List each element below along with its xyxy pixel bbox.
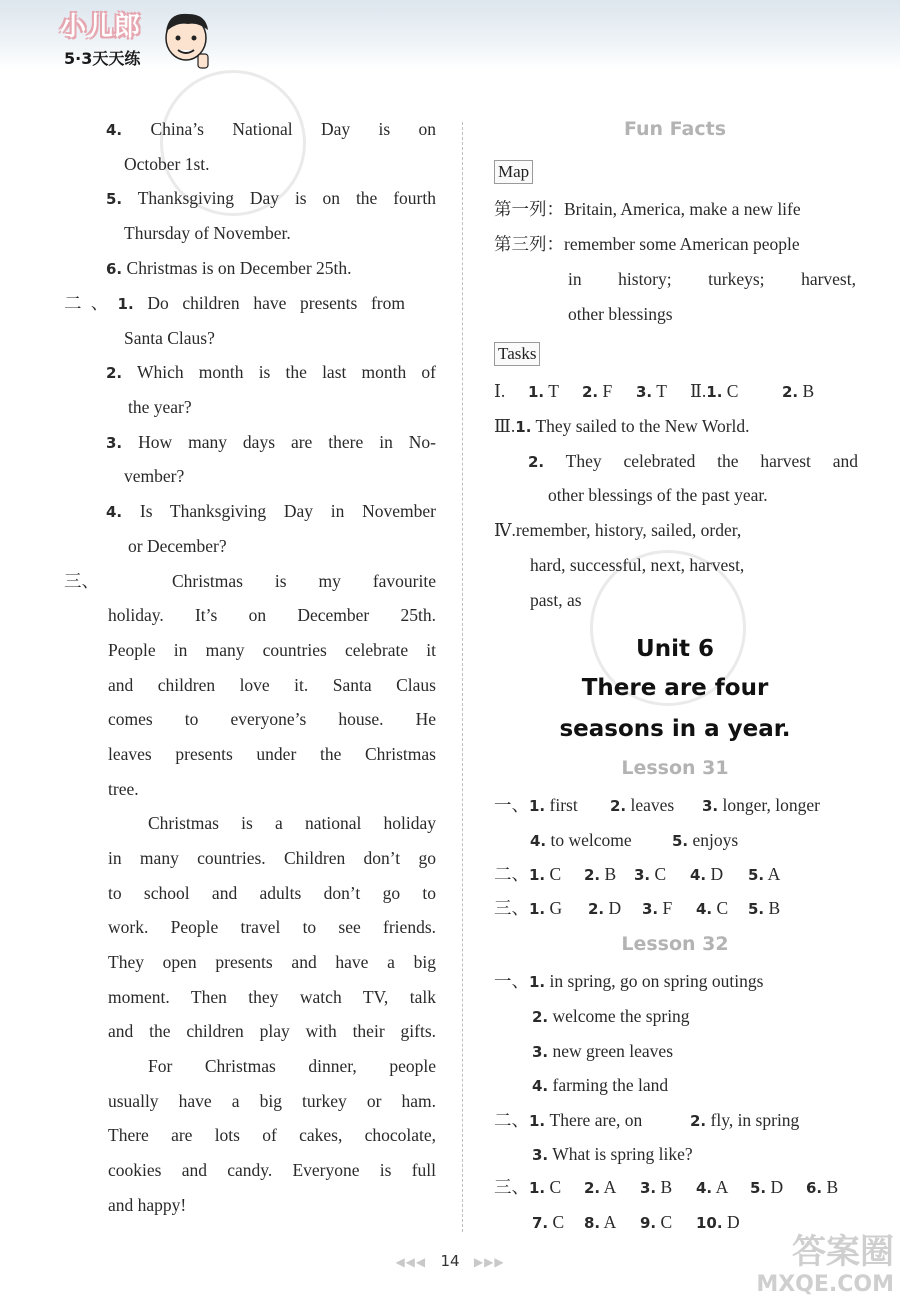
answer-line: [494, 794, 578, 817]
answer-line: [108, 639, 436, 661]
answer-line: [124, 153, 210, 175]
item-number: 2.: [532, 1008, 549, 1026]
answer-line: [748, 863, 780, 886]
line-text: past, as: [530, 590, 582, 610]
answer-line: [528, 450, 858, 473]
answer-line: [532, 1211, 564, 1234]
section-marker: 三、: [494, 1177, 529, 1197]
line-text: and happy!: [108, 1195, 187, 1215]
line-text: C: [549, 864, 562, 884]
answer-line: [494, 897, 562, 920]
item-number: 2.: [528, 453, 545, 471]
item-number: 6.: [106, 260, 123, 278]
line-text: Britain, America, make a new life: [564, 199, 801, 219]
line-text: new green leaves: [552, 1041, 674, 1061]
item-number: 2.: [690, 1112, 707, 1130]
watermark-url: MXQE.COM: [756, 1272, 894, 1297]
line-text: leaves: [630, 795, 675, 815]
line-text: For Christmas dinner, people: [148, 1056, 436, 1076]
line-text: D: [608, 898, 622, 918]
line-text: C: [654, 864, 667, 884]
item-number: 8.: [584, 1214, 601, 1232]
item-number: 9.: [640, 1214, 657, 1232]
answer-line: [106, 361, 436, 384]
answer-line: [642, 897, 672, 920]
item-number: 3.: [636, 383, 653, 401]
answer-line: [494, 380, 505, 402]
answer-line: [108, 743, 436, 765]
line-text: Thanksgiving Day is on the fourth: [137, 188, 436, 208]
line-text: Christmas is a national holiday: [148, 813, 436, 833]
answer-line: [106, 118, 436, 141]
item-number: 2.: [610, 797, 627, 815]
item-number: 5.: [748, 900, 765, 918]
item-number: 3.: [702, 797, 719, 815]
line-text: and the children play with their gifts.: [108, 1021, 436, 1041]
answer-line: [702, 794, 820, 817]
logo-title: 小儿郎: [60, 12, 142, 42]
line-text: usually have a big turkey or ham.: [108, 1091, 436, 1111]
answer-line: [124, 465, 184, 487]
item-number: 1.: [515, 418, 532, 436]
answer-line: [690, 1109, 799, 1132]
item-number: 2.: [582, 383, 599, 401]
section-marker: 第三列：: [494, 234, 564, 254]
answer-line: [108, 1020, 436, 1042]
answer-line: [108, 1090, 436, 1112]
line-text: the year?: [128, 397, 192, 417]
map-label: Map: [494, 160, 533, 184]
fun-facts-heading: Fun Facts: [623, 118, 727, 140]
answer-line: [532, 1040, 673, 1063]
line-text: B: [768, 898, 781, 918]
line-text: A: [715, 1177, 729, 1197]
right-arrows-icon: ▶▶▶: [473, 1255, 505, 1269]
line-text: other blessings: [568, 304, 673, 324]
item-number: 3.: [642, 900, 659, 918]
line-text: Santa Claus?: [124, 328, 215, 348]
lesson-31-heading: Lesson 31: [621, 757, 729, 779]
section-marker: Ⅲ.: [494, 416, 516, 436]
answer-line: [548, 484, 768, 506]
item-number: 1.: [529, 1112, 546, 1130]
answer-line: [494, 970, 763, 993]
item-number: 5.: [106, 190, 123, 208]
lesson-32-heading: Lesson 32: [621, 933, 729, 955]
line-text: enjoys: [692, 830, 739, 850]
site-watermark: [756, 1232, 894, 1298]
answer-line: [636, 380, 667, 403]
answer-line: [494, 415, 750, 438]
answer-line: [108, 708, 436, 730]
item-number: 5.: [750, 1179, 767, 1197]
section-marker: 一、: [494, 971, 529, 991]
item-number: 1.: [117, 295, 134, 313]
line-text: Is Thanksgiving Day in November: [139, 501, 436, 521]
line-text: They sailed to the New World.: [535, 416, 750, 436]
line-text: remember some American people: [564, 234, 800, 254]
line-text: or December?: [128, 536, 227, 556]
answer-line: [494, 519, 741, 541]
item-number: 6.: [806, 1179, 823, 1197]
line-text: welcome the spring: [552, 1006, 690, 1026]
line-text: They open presents and have a big: [108, 952, 436, 972]
line-text: C: [726, 381, 739, 401]
line-text: Christmas is my favourite: [172, 571, 436, 591]
item-number: 4.: [696, 1179, 713, 1197]
column-divider: [462, 122, 463, 1232]
answer-line: [532, 1074, 668, 1097]
answer-line: [748, 897, 780, 920]
line-text: comes to everyone’s house. He: [108, 709, 436, 729]
line-text: T: [548, 381, 559, 401]
answer-line: [172, 570, 436, 592]
item-number: 1.: [529, 866, 546, 884]
answer-line: [108, 951, 436, 973]
answer-line: [806, 1176, 838, 1199]
line-text: D: [770, 1177, 784, 1197]
item-number: 3.: [532, 1146, 549, 1164]
item-number: 1.: [529, 900, 546, 918]
line-text: first: [549, 795, 578, 815]
answer-line: [696, 1211, 740, 1234]
answer-line: [106, 500, 436, 523]
answer-line: [530, 554, 744, 576]
line-text: Thursday of November.: [124, 223, 291, 243]
item-number: 5.: [672, 832, 689, 850]
item-number: 1.: [528, 383, 545, 401]
line-text: October 1st.: [124, 154, 210, 174]
answer-line: [124, 327, 215, 349]
answer-line: [108, 847, 436, 869]
unit-title-line2: seasons in a year.: [559, 716, 791, 742]
line-text: A: [767, 864, 781, 884]
answer-line: [494, 1176, 561, 1199]
line-text: B: [802, 381, 815, 401]
answer-line: [124, 222, 291, 244]
answer-line: [690, 380, 738, 403]
section-marker: 第一列：: [494, 199, 564, 219]
section-marker: 二、: [494, 864, 529, 884]
answer-line: [108, 1194, 186, 1216]
item-number: 2.: [106, 364, 123, 382]
answer-line: [64, 292, 405, 315]
answer-line: [148, 1055, 436, 1077]
answer-line: [750, 1176, 783, 1199]
line-text: China’s National Day is on: [150, 119, 436, 139]
item-number: 2.: [782, 383, 799, 401]
line-text: D: [726, 1212, 740, 1232]
publisher-logo: [60, 6, 220, 70]
answer-line: [108, 778, 139, 800]
line-text: to school and adults don’t go to: [108, 883, 436, 903]
answer-line: [108, 604, 436, 626]
line-text: There are lots of cakes, chocolate,: [108, 1125, 436, 1145]
line-text: C: [660, 1212, 673, 1232]
item-number: 3.: [532, 1043, 549, 1061]
answer-line: [530, 589, 582, 611]
logo-subtitle: 5·3天天练: [64, 49, 141, 68]
line-text: They celebrated the harvest and: [565, 451, 858, 471]
answer-line: [588, 897, 621, 920]
answer-line: [108, 916, 436, 938]
left-arrows-icon: ◀◀◀: [395, 1255, 427, 1269]
item-number: 1.: [529, 1179, 546, 1197]
line-text: farming the land: [552, 1075, 669, 1095]
line-text: moment. Then they watch TV, talk: [108, 987, 436, 1007]
answer-line: [64, 570, 99, 592]
line-text: How many days are there in No-: [138, 432, 437, 452]
line-text: cookies and candy. Everyone is full: [108, 1160, 436, 1180]
line-text: work. People travel to see friends.: [108, 917, 436, 937]
item-number: 4.: [696, 900, 713, 918]
line-text: Do children have presents from: [147, 293, 405, 313]
answer-line: [634, 863, 666, 886]
answer-line: [108, 1159, 436, 1181]
item-number: 4.: [532, 1077, 549, 1095]
answer-line: [672, 829, 738, 852]
unit-number: Unit 6: [636, 636, 714, 662]
item-number: 2.: [584, 866, 601, 884]
line-text: other blessings of the past year.: [548, 485, 768, 505]
answer-line: [782, 380, 814, 403]
line-text: F: [662, 898, 673, 918]
watermark-title: 答案圈: [792, 1232, 894, 1272]
page-number: 14: [440, 1252, 460, 1270]
item-number: 5.: [748, 866, 765, 884]
item-number: 4.: [106, 503, 123, 521]
item-number: 3.: [634, 866, 651, 884]
item-number: 1.: [706, 383, 723, 401]
item-number: 4.: [690, 866, 707, 884]
line-text: vember?: [124, 466, 185, 486]
line-text: Which month is the last month of: [137, 362, 437, 382]
line-text: Christmas is on December 25th.: [126, 258, 352, 278]
answer-line: [568, 268, 856, 290]
item-number: 10.: [696, 1214, 723, 1232]
section-marker: Ⅳ.: [494, 520, 516, 540]
line-text: in history; turkeys; harvest,: [568, 269, 856, 289]
answer-line: [528, 380, 559, 403]
answer-line: [532, 1005, 690, 1028]
answer-line: [568, 303, 673, 325]
line-text: hard, successful, next, harvest,: [530, 555, 745, 575]
line-text: B: [660, 1177, 673, 1197]
answer-line: [584, 1176, 616, 1199]
answer-line: [494, 198, 801, 220]
answer-line: [532, 1143, 693, 1166]
line-text: longer, longer: [722, 795, 820, 815]
line-text: F: [602, 381, 613, 401]
answer-line: [690, 863, 723, 886]
item-number: 2.: [584, 1179, 601, 1197]
item-number: 3.: [106, 434, 123, 452]
answer-line: [640, 1176, 672, 1199]
boy-mascot-icon: [158, 8, 214, 72]
item-number: 2.: [588, 900, 605, 918]
item-number: 1.: [529, 797, 546, 815]
answer-line: [584, 1211, 616, 1234]
line-text: People in many countries celebrate it: [108, 640, 436, 660]
item-number: 4.: [530, 832, 547, 850]
tasks-label: Tasks: [494, 342, 540, 366]
answer-line: [148, 812, 436, 834]
answer-line: [696, 897, 728, 920]
line-text: What is spring like?: [552, 1144, 693, 1164]
section-marker: 三、: [494, 898, 529, 918]
line-text: in many countries. Children don’t go: [108, 848, 436, 868]
section-marker: Ⅰ.: [494, 381, 506, 401]
line-text: There are, on: [549, 1110, 643, 1130]
answer-line: [108, 674, 436, 696]
answer-line: [696, 1176, 728, 1199]
answer-line: [494, 1109, 642, 1132]
answer-line: [640, 1211, 672, 1234]
line-text: fly, in spring: [710, 1110, 800, 1130]
answer-line: [106, 257, 352, 280]
line-text: holiday. It’s on December 25th.: [108, 605, 436, 625]
answer-line: [128, 535, 227, 557]
answer-line: [106, 431, 436, 454]
section-marker: 二、: [494, 1110, 529, 1130]
line-text: C: [716, 898, 729, 918]
section-marker: 一、: [494, 795, 529, 815]
answer-line: [494, 233, 800, 255]
line-text: A: [603, 1177, 617, 1197]
line-text: C: [552, 1212, 565, 1232]
item-number: 7.: [532, 1214, 549, 1232]
line-text: B: [604, 864, 617, 884]
answer-line: [108, 986, 436, 1008]
line-text: T: [656, 381, 667, 401]
item-number: 3.: [640, 1179, 657, 1197]
answer-line: [494, 863, 561, 886]
line-text: A: [603, 1212, 617, 1232]
line-text: D: [710, 864, 724, 884]
answer-line: [128, 396, 192, 418]
section-marker: 二、: [64, 293, 118, 313]
item-number: 4.: [106, 121, 123, 139]
answer-line: [530, 829, 632, 852]
line-text: B: [826, 1177, 839, 1197]
answer-line: [106, 187, 436, 210]
answer-line: [610, 794, 674, 817]
line-text: remember, history, sailed, order,: [515, 520, 742, 540]
line-text: leaves presents under the Christmas: [108, 744, 436, 764]
answer-line: [584, 863, 616, 886]
section-marker: 三、: [64, 571, 99, 591]
line-text: in spring, go on spring outings: [549, 971, 764, 991]
answer-line: [108, 1124, 436, 1146]
answer-line: [108, 882, 436, 904]
section-marker: Ⅱ.: [690, 381, 707, 401]
unit-title-line1: There are four: [581, 675, 769, 701]
item-number: 1.: [529, 973, 546, 991]
line-text: to welcome: [550, 830, 632, 850]
answer-line: [582, 380, 612, 403]
line-text: G: [549, 898, 563, 918]
line-text: C: [549, 1177, 562, 1197]
line-text: tree.: [108, 779, 139, 799]
line-text: and children love it. Santa Claus: [108, 675, 436, 695]
